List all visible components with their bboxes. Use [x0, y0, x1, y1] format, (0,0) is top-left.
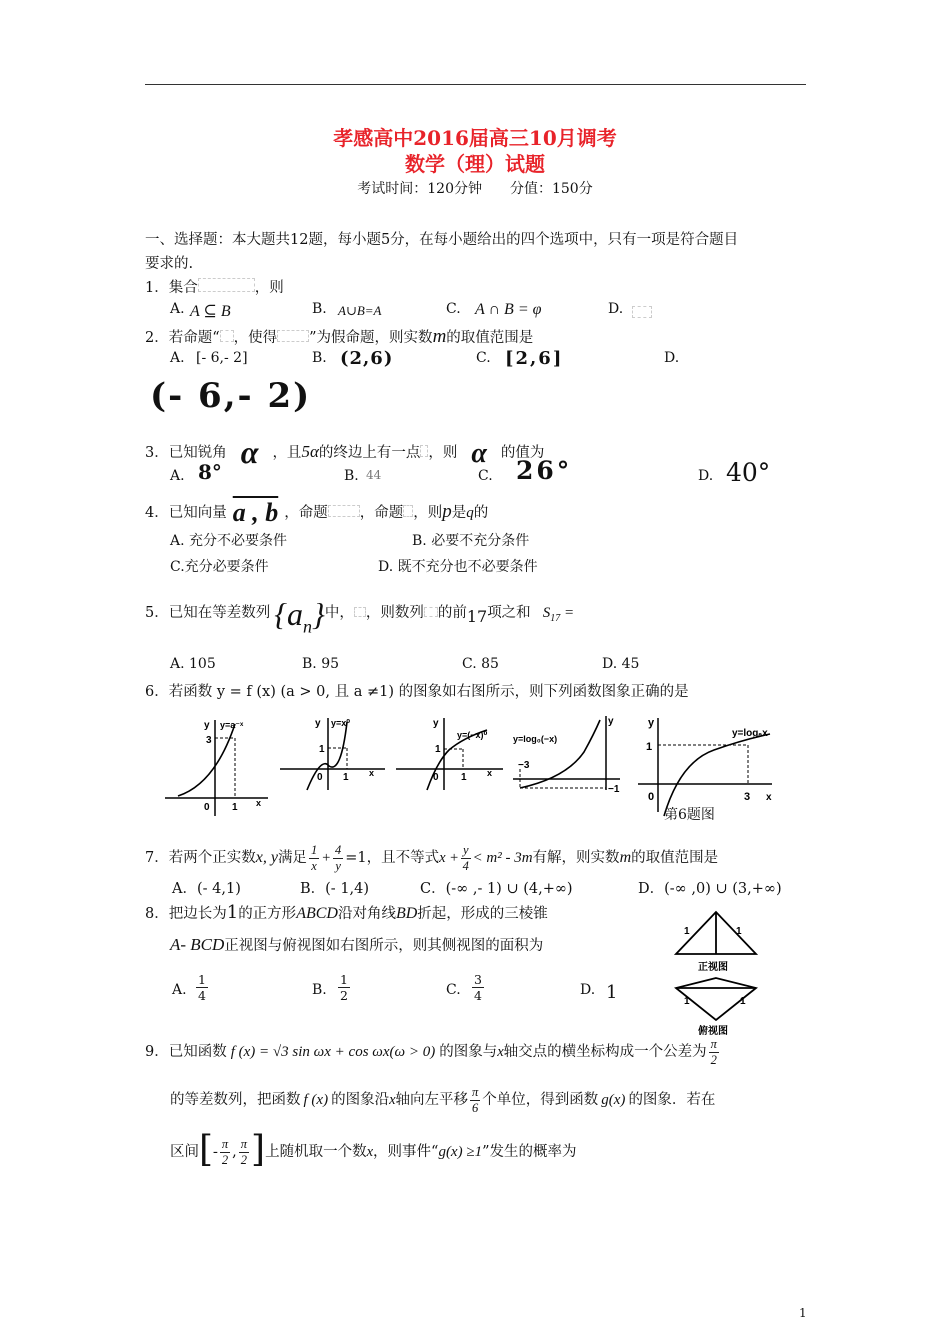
q9-bracket-left: [	[199, 1129, 214, 1170]
q7-opt-d: D．(-∞ ,0) ∪ (3,+∞)	[638, 881, 782, 897]
q9-l3-a: 区间	[170, 1144, 199, 1160]
q7-f2-den: y	[335, 858, 341, 873]
q5-cond-placeholder	[354, 607, 366, 617]
q5-stem-b: 中，	[324, 605, 354, 621]
q8-a-num: 1	[198, 972, 206, 987]
q8-c-num: 3	[474, 972, 482, 987]
q5-stem-c: ，则数列	[365, 605, 424, 621]
q7-xplus: x +	[439, 850, 459, 866]
q7-m: m	[619, 849, 632, 866]
q8-front-view-label: 正视图	[698, 962, 728, 973]
q1-stem	[145, 276, 284, 297]
q9-l1-c: 轴交点的横坐标构成一个公差为	[503, 1044, 707, 1060]
q6d-y-label: y	[608, 716, 614, 727]
q9-l1-b: 的图象与	[439, 1044, 498, 1060]
q7-eq1: =1，且不等式	[345, 850, 440, 866]
q3-stem-a: 3．已知锐角	[145, 445, 227, 461]
q6b-x-label: x	[369, 768, 375, 778]
q2-stem-d: 的取值范围是	[446, 330, 534, 346]
q6d-tick-minus3: −3	[518, 760, 530, 771]
q8-opt-a	[196, 972, 208, 1003]
q3-alpha: α	[240, 434, 259, 470]
q8-c-den: 4	[474, 988, 482, 1003]
q2-var-m: m	[432, 326, 447, 347]
exam-info: 考试时间：120分钟 分值：150分	[357, 181, 593, 197]
q6c-func-label: y=(−x)⁰	[457, 730, 488, 740]
q6b-origin: 0	[317, 772, 323, 783]
q4-q: q	[466, 505, 474, 521]
q8-tetra: A- BCD	[170, 935, 225, 954]
q6c-tick-1x: 1	[461, 772, 467, 783]
q5-seq-sub: n	[303, 616, 313, 637]
q4-stem-f: 的	[473, 505, 489, 521]
q9-interval-left	[220, 1137, 230, 1168]
q5-s17-sub: 17	[550, 613, 561, 624]
q5-s17-s: S	[542, 605, 551, 621]
q5-opt-d: D. 45	[602, 656, 640, 672]
q6-graph-d	[510, 712, 622, 792]
q6r-tick-3: 3	[744, 791, 751, 803]
q4-prop-q-placeholder	[403, 505, 413, 517]
q6r-tick-1: 1	[646, 741, 653, 753]
q4-vectors: a , b	[232, 498, 279, 527]
q6a-tick-3: 3	[206, 735, 212, 746]
q9-interval-right	[239, 1137, 249, 1168]
q5-stem-e: 项之和	[487, 605, 531, 621]
q6-graph-b	[277, 712, 389, 792]
q9-pi2-num: π	[710, 1036, 717, 1051]
q5-eq: =	[563, 605, 575, 621]
q3-opt-d: 40°	[726, 458, 771, 487]
q9-func: f (x) = √3 sin ωx + cos ωx(ω > 0)	[230, 1044, 436, 1060]
q1-stem-a: 1．集合	[145, 280, 198, 296]
q1-opt-d-placeholder	[632, 306, 652, 318]
q9-l2-c: 轴向左平移	[395, 1092, 469, 1108]
q8-stem-b: 的正方形	[238, 906, 297, 922]
q2-stem-a: 2．若命题“	[145, 330, 220, 346]
q8-bd: BD	[395, 905, 418, 922]
q7-ineq: < m² - 3m	[472, 850, 533, 866]
q4-stem-a: 4．已知向量	[145, 505, 227, 521]
q6-graph-a	[160, 712, 272, 820]
q1-opt-c: A ∩ B = φ	[475, 301, 542, 318]
q3-opt-c: 26°	[516, 456, 573, 485]
q7-f1-num: 1	[310, 842, 318, 857]
q8-b-den: 2	[340, 988, 348, 1003]
q9-int-r-den: 2	[240, 1152, 248, 1167]
q7-f3-den: 4	[462, 858, 469, 873]
q2-stem	[145, 326, 533, 348]
q7-frac-1-x	[309, 843, 319, 874]
q9-fx: f (x)	[303, 1092, 329, 1108]
q7-f3-num: y	[462, 842, 469, 857]
q5-seq-close: }	[312, 596, 325, 632]
q6a-origin: 0	[204, 802, 210, 813]
q2-formula-placeholder-2	[277, 330, 309, 342]
q9-line1	[145, 1030, 721, 1074]
q4-stem-d: ，则	[413, 505, 443, 521]
q4-opt-a: A. 充分不必要条件	[170, 533, 288, 549]
exam-subtitle: 数学（理）试题	[405, 152, 545, 176]
q1-opt-d-label: D.	[608, 301, 624, 317]
q6a-x-label: x	[256, 798, 262, 808]
q7-frac-y-4	[461, 843, 471, 874]
q4-opt-d: D. 既不充分也不必要条件	[378, 559, 538, 575]
q6b-tick-1: 1	[319, 744, 325, 755]
q8-opt-b	[338, 972, 350, 1003]
q2-opt-b: (2,6)	[340, 348, 394, 369]
q5-n17: 17	[466, 607, 488, 626]
q3-opt-a: 8°	[198, 460, 222, 484]
q6a-y-label: y	[204, 720, 210, 731]
q6r-x-label: x	[766, 792, 772, 803]
q1-opt-b: A∪B=A	[338, 303, 382, 318]
q7-opt-b: B．(- 1,4)	[300, 881, 370, 897]
q2-opt-a: [- 6,- 2]	[196, 350, 248, 366]
q9-pi2-den: 2	[710, 1052, 717, 1067]
q4-p: p	[442, 501, 452, 522]
q9-l2-e: 的图象．若在	[628, 1092, 716, 1108]
q7-stem-b: 满足	[277, 850, 307, 866]
q6r-origin: 0	[648, 791, 655, 803]
q9-pi6-num: π	[472, 1084, 479, 1099]
q7-stem-c: 有解，则实数	[532, 850, 620, 866]
section-intro-line2: 要求的.	[145, 256, 194, 272]
q8-b-num: 1	[340, 972, 348, 987]
q9-event: g(x) ≥1	[438, 1144, 483, 1160]
q6c-origin: 0	[433, 772, 439, 783]
q7-f2-num: 4	[334, 842, 342, 857]
q2-opt-c: [2,6]	[505, 348, 564, 369]
q9-line3	[170, 1128, 577, 1172]
q3-opt-b: 44	[366, 468, 382, 482]
q8-top-label-right: 1	[740, 996, 746, 1007]
q6c-y-label: y	[433, 718, 439, 729]
q5-stem-a: 5．已知在等差数列	[145, 605, 271, 621]
q7-xy: x, y	[255, 849, 278, 866]
q6c-tick-1: 1	[435, 744, 441, 755]
q5-opt-a: A. 105	[170, 656, 216, 672]
exam-title: 孝感高中2016届高三10月调考	[333, 126, 617, 150]
q9-int-l-num: π	[221, 1136, 229, 1151]
q9-line2	[170, 1078, 715, 1122]
q1-opt-a-label: A.	[170, 301, 185, 317]
q8-opt-a-label: A.	[172, 982, 187, 998]
q9-l1-a: 9．已知函数	[145, 1044, 227, 1060]
q7-frac-4-y	[333, 843, 343, 874]
q9-pi6-den: 6	[472, 1100, 479, 1115]
q8-stem-a: 8．把边长为	[145, 906, 227, 922]
q1-opt-b-label: B.	[312, 301, 327, 317]
q5-opt-c: C. 85	[462, 656, 499, 672]
q1-set-formula-placeholder	[198, 278, 255, 292]
q9-l3-d: ”发生的概率为	[482, 1144, 577, 1160]
q6a-tick-1: 1	[232, 802, 238, 813]
q4-stem-e: 是	[451, 505, 467, 521]
q4-opt-c: C.充分必要条件	[170, 559, 269, 575]
q8-line2-b: 正视图与俯视图如右图所示，则其侧视图的面积为	[224, 938, 544, 954]
q4-stem-b: ，命题	[284, 505, 328, 521]
q2-opt-b-label: B.	[312, 350, 327, 366]
q6d-curve	[520, 720, 600, 788]
q8-front-label-left: 1	[684, 926, 690, 937]
q2-stem-b: ，使得	[233, 330, 278, 346]
q5-seq-placeholder	[424, 607, 438, 617]
q6b-curve	[307, 722, 347, 790]
q6-fig-caption: 第6题图	[664, 807, 715, 823]
q8-opt-c	[472, 972, 484, 1003]
q4-prop-p-placeholder	[328, 505, 360, 517]
q9-l2-d: 个单位，得到函数	[482, 1092, 599, 1108]
q3-stem-b: ，且	[272, 445, 302, 461]
q3-stem-d: ，则	[428, 445, 458, 461]
q8-stem	[145, 902, 548, 923]
q9-minus: -	[213, 1144, 218, 1160]
q7-opt-c: C．(-∞ ,- 1) ∪ (4,+∞)	[420, 881, 573, 897]
q7-opt-a: A．(- 4,1)	[172, 881, 241, 897]
q8-opt-d-label: D.	[580, 982, 596, 998]
q8-top-label-left: 1	[684, 996, 690, 1007]
q6c-x-label: x	[487, 768, 493, 778]
q4-stem	[145, 498, 488, 528]
q9-bracket-right: ]	[251, 1129, 266, 1170]
q9-l3-c: ，则事件“	[373, 1144, 439, 1160]
top-rule	[145, 84, 806, 85]
q6d-func-label: y=log₀(−x)	[513, 734, 558, 744]
q2-stem-c: ”为假命题，则实数	[309, 330, 433, 346]
q6r-y-label: y	[648, 717, 655, 729]
q2-opt-a-label: A.	[170, 350, 185, 366]
q9-x: x	[497, 1044, 504, 1060]
q5-stem	[145, 596, 574, 637]
q6-stem: 6．若函数 y = f (x) (a > 0, 且 a ≠1) 的图象如右图所示，则下列函数图象正确的是	[145, 684, 689, 700]
q9-x-2: x	[389, 1092, 396, 1108]
q1-stem-b: ，则	[254, 280, 284, 296]
q7-plus: +	[321, 850, 331, 866]
q2-opt-d-big: (- 6,- 2)	[150, 376, 312, 416]
q3-five-alpha: 5α	[301, 442, 319, 461]
q6r-func-label: y=logₐx	[732, 728, 768, 739]
q5-seq-open: {a	[274, 596, 304, 632]
q9-gx: g(x)	[601, 1092, 626, 1108]
q1-opt-a: A ⊆ B	[190, 303, 231, 320]
q2-opt-d-label: D.	[664, 350, 680, 366]
q6b-func-label: y=x⁰	[331, 718, 351, 728]
q7-f1-den: x	[311, 858, 317, 873]
q7-stem-d: 的取值范围是	[631, 850, 719, 866]
q5-seq	[274, 596, 325, 637]
q9-comma: ,	[232, 1144, 237, 1160]
q8-front-label-right: 1	[736, 926, 742, 937]
q1-opt-c-label: C.	[446, 301, 461, 317]
page-number: 1	[799, 1306, 807, 1320]
q3-alpha-2: α	[471, 438, 487, 469]
q9-x-3: x	[366, 1144, 374, 1160]
q4-stem-c: ，命题	[359, 505, 404, 521]
q4-opt-b: B. 必要不充分条件	[412, 533, 530, 549]
q6b-tick-1x: 1	[343, 772, 349, 783]
q5-opt-b: B. 95	[302, 656, 340, 672]
q8-opt-c-label: C.	[446, 982, 461, 998]
q2-opt-c-label: C.	[476, 350, 491, 366]
q8-top-view-label: 俯视图	[698, 1026, 728, 1037]
q9-l3-b: 上随机取一个数	[265, 1144, 367, 1160]
q7-stem	[145, 836, 718, 880]
q8-a-den: 4	[198, 988, 206, 1003]
q8-opt-b-label: B.	[312, 982, 327, 998]
q3-stem-e: 的值为	[500, 445, 545, 461]
q8-abcd: ABCD	[296, 905, 338, 922]
q3-opt-b-label: B.	[344, 468, 359, 484]
q9-frac-pi-2	[709, 1037, 719, 1068]
q8-stem-d: 折起，形成的三棱锥	[417, 906, 548, 922]
q9-int-r-num: π	[240, 1136, 248, 1151]
q8-one: 1	[226, 902, 239, 923]
q8-opt-d: 1	[606, 982, 618, 1003]
q9-l2-b: 的图象沿	[331, 1092, 390, 1108]
q8-three-view-figure	[668, 908, 764, 1038]
q9-int-l-den: 2	[221, 1152, 229, 1167]
section-intro-line1: 一、选择题：本大题共12题，每小题5分，在每小题给出的四个选项中，只有一项是符合题目	[145, 232, 739, 248]
q3-opt-c-label: C.	[478, 468, 493, 484]
q6b-y-label: y	[315, 718, 321, 729]
q9-frac-pi-6	[470, 1085, 480, 1116]
q5-stem-d: 的前	[437, 605, 467, 621]
q3-opt-d-label: D.	[698, 468, 714, 484]
q8-stem-c: 沿对角线	[337, 906, 396, 922]
q6a-func-label: y=a⁻ˣ	[220, 720, 244, 730]
q6d-tick-minus1: −1	[608, 784, 620, 792]
q2-formula-placeholder-1	[220, 330, 234, 342]
q7-stem-a: 7．若两个正实数	[145, 850, 256, 866]
q3-stem-c: 的终边上有一点	[318, 445, 421, 461]
q8-line2	[170, 934, 543, 955]
q5-s17	[542, 605, 575, 624]
q3-opt-a-label: A.	[170, 468, 185, 484]
q6-graph-c	[393, 712, 505, 792]
q9-l2-a: 的等差数列，把函数	[170, 1092, 301, 1108]
